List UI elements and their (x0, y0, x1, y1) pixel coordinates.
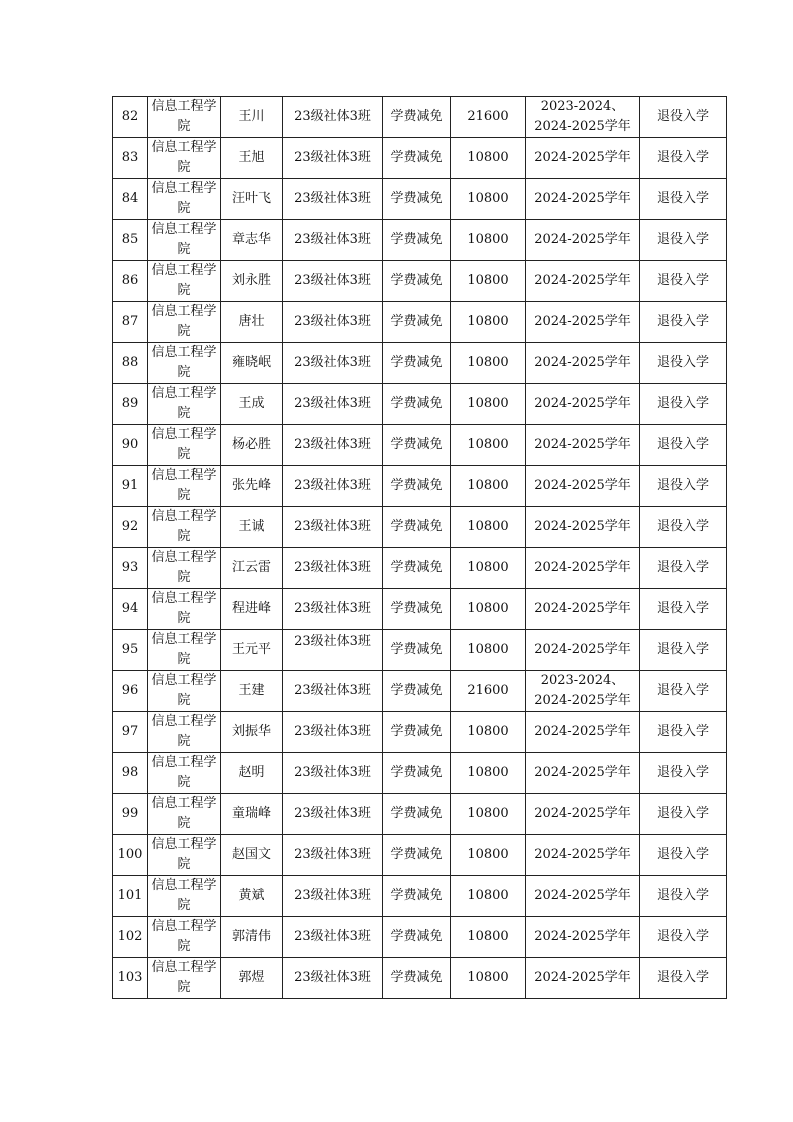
student-name-cell: 郭清伟 (221, 917, 283, 958)
table-body (113, 97, 727, 999)
college-cell: 信息工程学院 (148, 138, 221, 179)
row-number-cell: 103 (113, 958, 148, 999)
class-cell: 23级社体3班 (283, 179, 383, 220)
college-cell: 信息工程学院 (148, 507, 221, 548)
student-name-cell: 王成 (221, 384, 283, 425)
amount-cell: 10800 (451, 548, 526, 589)
college-cell: 信息工程学院 (148, 425, 221, 466)
college-cell: 信息工程学院 (148, 97, 221, 138)
amount-cell: 10800 (451, 425, 526, 466)
table-row (113, 425, 727, 466)
aid-item-cell: 学费减免 (383, 876, 451, 917)
class-cell: 23级社体3班 (283, 220, 383, 261)
row-number-cell: 92 (113, 507, 148, 548)
academic-year-cell: 2023-2024、 2024-2025学年 (526, 671, 640, 712)
class-cell: 23级社体3班 (283, 835, 383, 876)
student-name-cell: 江云雷 (221, 548, 283, 589)
row-number-cell: 90 (113, 425, 148, 466)
academic-year-cell: 2024-2025学年 (526, 220, 640, 261)
aid-item-cell: 学费减免 (383, 507, 451, 548)
row-number-cell: 100 (113, 835, 148, 876)
table-row (113, 179, 727, 220)
student-name-cell: 汪叶飞 (221, 179, 283, 220)
college-cell: 信息工程学院 (148, 179, 221, 220)
aid-item-cell: 学费减免 (383, 343, 451, 384)
academic-year-cell: 2024-2025学年 (526, 343, 640, 384)
amount-cell: 10800 (451, 384, 526, 425)
student-name-cell: 王元平 (221, 630, 283, 671)
student-name-cell: 赵国文 (221, 835, 283, 876)
academic-year-cell: 2024-2025学年 (526, 958, 640, 999)
class-cell: 23级社体3班 (283, 753, 383, 794)
category-cell: 退役入学 (640, 753, 727, 794)
aid-item-cell: 学费减免 (383, 138, 451, 179)
table-row (113, 630, 727, 671)
amount-cell: 10800 (451, 343, 526, 384)
category-cell: 退役入学 (640, 794, 727, 835)
row-number-cell: 95 (113, 630, 148, 671)
college-cell: 信息工程学院 (148, 302, 221, 343)
amount-cell: 10800 (451, 302, 526, 343)
class-cell: 23级社体3班 (283, 630, 383, 671)
academic-year-cell: 2024-2025学年 (526, 384, 640, 425)
category-cell: 退役入学 (640, 302, 727, 343)
student-name-cell: 赵明 (221, 753, 283, 794)
academic-year-cell: 2024-2025学年 (526, 794, 640, 835)
category-cell: 退役入学 (640, 630, 727, 671)
table-row (113, 835, 727, 876)
amount-cell: 10800 (451, 261, 526, 302)
college-cell: 信息工程学院 (148, 466, 221, 507)
academic-year-cell: 2024-2025学年 (526, 466, 640, 507)
category-cell: 退役入学 (640, 261, 727, 302)
class-cell: 23级社体3班 (283, 712, 383, 753)
class-cell: 23级社体3班 (283, 958, 383, 999)
row-number-cell: 99 (113, 794, 148, 835)
table-row (113, 794, 727, 835)
aid-item-cell: 学费减免 (383, 835, 451, 876)
category-cell: 退役入学 (640, 97, 727, 138)
amount-cell: 10800 (451, 958, 526, 999)
student-name-cell: 王建 (221, 671, 283, 712)
class-cell: 23级社体3班 (283, 138, 383, 179)
amount-cell: 21600 (451, 97, 526, 138)
amount-cell: 10800 (451, 220, 526, 261)
table-row (113, 589, 727, 630)
amount-cell: 10800 (451, 835, 526, 876)
row-number-cell: 97 (113, 712, 148, 753)
student-name-cell: 张先峰 (221, 466, 283, 507)
academic-year-cell: 2024-2025学年 (526, 589, 640, 630)
class-cell: 23级社体3班 (283, 261, 383, 302)
category-cell: 退役入学 (640, 958, 727, 999)
college-cell: 信息工程学院 (148, 548, 221, 589)
student-name-cell: 王旭 (221, 138, 283, 179)
aid-item-cell: 学费减免 (383, 589, 451, 630)
academic-year-cell: 2024-2025学年 (526, 179, 640, 220)
category-cell: 退役入学 (640, 466, 727, 507)
aid-item-cell: 学费减免 (383, 425, 451, 466)
college-cell: 信息工程学院 (148, 794, 221, 835)
student-name-cell: 童瑞峰 (221, 794, 283, 835)
amount-cell: 10800 (451, 507, 526, 548)
row-number-cell: 102 (113, 917, 148, 958)
amount-cell: 10800 (451, 179, 526, 220)
category-cell: 退役入学 (640, 507, 727, 548)
college-cell: 信息工程学院 (148, 261, 221, 302)
amount-cell: 10800 (451, 712, 526, 753)
student-name-cell: 刘永胜 (221, 261, 283, 302)
category-cell: 退役入学 (640, 220, 727, 261)
academic-year-cell: 2024-2025学年 (526, 138, 640, 179)
category-cell: 退役入学 (640, 589, 727, 630)
student-name-cell: 黄斌 (221, 876, 283, 917)
table-row (113, 958, 727, 999)
student-name-cell: 刘振华 (221, 712, 283, 753)
college-cell: 信息工程学院 (148, 876, 221, 917)
category-cell: 退役入学 (640, 384, 727, 425)
category-cell: 退役入学 (640, 876, 727, 917)
student-name-cell: 程进峰 (221, 589, 283, 630)
row-number-cell: 91 (113, 466, 148, 507)
table-row (113, 548, 727, 589)
aid-item-cell: 学费减免 (383, 958, 451, 999)
academic-year-cell: 2024-2025学年 (526, 835, 640, 876)
college-cell: 信息工程学院 (148, 753, 221, 794)
row-number-cell: 88 (113, 343, 148, 384)
aid-item-cell: 学费减免 (383, 548, 451, 589)
class-cell: 23级社体3班 (283, 876, 383, 917)
category-cell: 退役入学 (640, 343, 727, 384)
class-cell: 23级社体3班 (283, 671, 383, 712)
student-name-cell: 杨必胜 (221, 425, 283, 466)
amount-cell: 10800 (451, 138, 526, 179)
aid-item-cell: 学费减免 (383, 302, 451, 343)
college-cell: 信息工程学院 (148, 835, 221, 876)
table-row (113, 712, 727, 753)
row-number-cell: 83 (113, 138, 148, 179)
table-row (113, 876, 727, 917)
aid-item-cell: 学费减免 (383, 753, 451, 794)
row-number-cell: 86 (113, 261, 148, 302)
table-row (113, 220, 727, 261)
table-row (113, 917, 727, 958)
aid-item-cell: 学费减免 (383, 97, 451, 138)
class-cell: 23级社体3班 (283, 794, 383, 835)
academic-year-cell: 2024-2025学年 (526, 425, 640, 466)
row-number-cell: 84 (113, 179, 148, 220)
academic-year-cell: 2024-2025学年 (526, 917, 640, 958)
table-row (113, 138, 727, 179)
academic-year-cell: 2024-2025学年 (526, 712, 640, 753)
amount-cell: 10800 (451, 466, 526, 507)
table-row (113, 466, 727, 507)
aid-item-cell: 学费减免 (383, 917, 451, 958)
class-cell: 23级社体3班 (283, 97, 383, 138)
college-cell: 信息工程学院 (148, 630, 221, 671)
college-cell: 信息工程学院 (148, 384, 221, 425)
aid-item-cell: 学费减免 (383, 712, 451, 753)
amount-cell: 21600 (451, 671, 526, 712)
row-number-cell: 87 (113, 302, 148, 343)
category-cell: 退役入学 (640, 835, 727, 876)
student-name-cell: 唐壮 (221, 302, 283, 343)
amount-cell: 10800 (451, 589, 526, 630)
table-row (113, 302, 727, 343)
aid-item-cell: 学费减免 (383, 671, 451, 712)
academic-year-cell: 2024-2025学年 (526, 876, 640, 917)
class-cell: 23级社体3班 (283, 917, 383, 958)
student-name-cell: 郭煜 (221, 958, 283, 999)
table-row (113, 671, 727, 712)
category-cell: 退役入学 (640, 179, 727, 220)
aid-item-cell: 学费减免 (383, 630, 451, 671)
category-cell: 退役入学 (640, 548, 727, 589)
class-cell: 23级社体3班 (283, 589, 383, 630)
aid-item-cell: 学费减免 (383, 794, 451, 835)
aid-item-cell: 学费减免 (383, 384, 451, 425)
category-cell: 退役入学 (640, 671, 727, 712)
student-name-cell: 章志华 (221, 220, 283, 261)
row-number-cell: 89 (113, 384, 148, 425)
amount-cell: 10800 (451, 630, 526, 671)
category-cell: 退役入学 (640, 425, 727, 466)
college-cell: 信息工程学院 (148, 343, 221, 384)
table-row (113, 261, 727, 302)
class-cell: 23级社体3班 (283, 425, 383, 466)
academic-year-cell: 2024-2025学年 (526, 630, 640, 671)
college-cell: 信息工程学院 (148, 958, 221, 999)
student-name-cell: 王川 (221, 97, 283, 138)
amount-cell: 10800 (451, 794, 526, 835)
academic-year-cell: 2024-2025学年 (526, 302, 640, 343)
row-number-cell: 85 (113, 220, 148, 261)
college-cell: 信息工程学院 (148, 917, 221, 958)
category-cell: 退役入学 (640, 138, 727, 179)
amount-cell: 10800 (451, 917, 526, 958)
aid-item-cell: 学费减免 (383, 261, 451, 302)
row-number-cell: 93 (113, 548, 148, 589)
row-number-cell: 98 (113, 753, 148, 794)
academic-year-cell: 2023-2024、 2024-2025学年 (526, 97, 640, 138)
row-number-cell: 101 (113, 876, 148, 917)
aid-item-cell: 学费减免 (383, 220, 451, 261)
table-row (113, 343, 727, 384)
college-cell: 信息工程学院 (148, 671, 221, 712)
row-number-cell: 96 (113, 671, 148, 712)
student-name-cell: 雍晓岷 (221, 343, 283, 384)
class-cell: 23级社体3班 (283, 466, 383, 507)
tuition-reduction-table (112, 96, 727, 999)
academic-year-cell: 2024-2025学年 (526, 753, 640, 794)
amount-cell: 10800 (451, 753, 526, 794)
category-cell: 退役入学 (640, 712, 727, 753)
class-cell: 23级社体3班 (283, 548, 383, 589)
academic-year-cell: 2024-2025学年 (526, 548, 640, 589)
class-cell: 23级社体3班 (283, 507, 383, 548)
student-name-cell: 王诚 (221, 507, 283, 548)
aid-item-cell: 学费减免 (383, 466, 451, 507)
class-cell: 23级社体3班 (283, 384, 383, 425)
college-cell: 信息工程学院 (148, 220, 221, 261)
college-cell: 信息工程学院 (148, 712, 221, 753)
table-row (113, 507, 727, 548)
amount-cell: 10800 (451, 876, 526, 917)
category-cell: 退役入学 (640, 917, 727, 958)
academic-year-cell: 2024-2025学年 (526, 507, 640, 548)
aid-item-cell: 学费减免 (383, 179, 451, 220)
college-cell: 信息工程学院 (148, 589, 221, 630)
class-cell: 23级社体3班 (283, 302, 383, 343)
table-row (113, 97, 727, 138)
row-number-cell: 94 (113, 589, 148, 630)
table-row (113, 384, 727, 425)
row-number-cell: 82 (113, 97, 148, 138)
academic-year-cell: 2024-2025学年 (526, 261, 640, 302)
table-row (113, 753, 727, 794)
class-cell: 23级社体3班 (283, 343, 383, 384)
